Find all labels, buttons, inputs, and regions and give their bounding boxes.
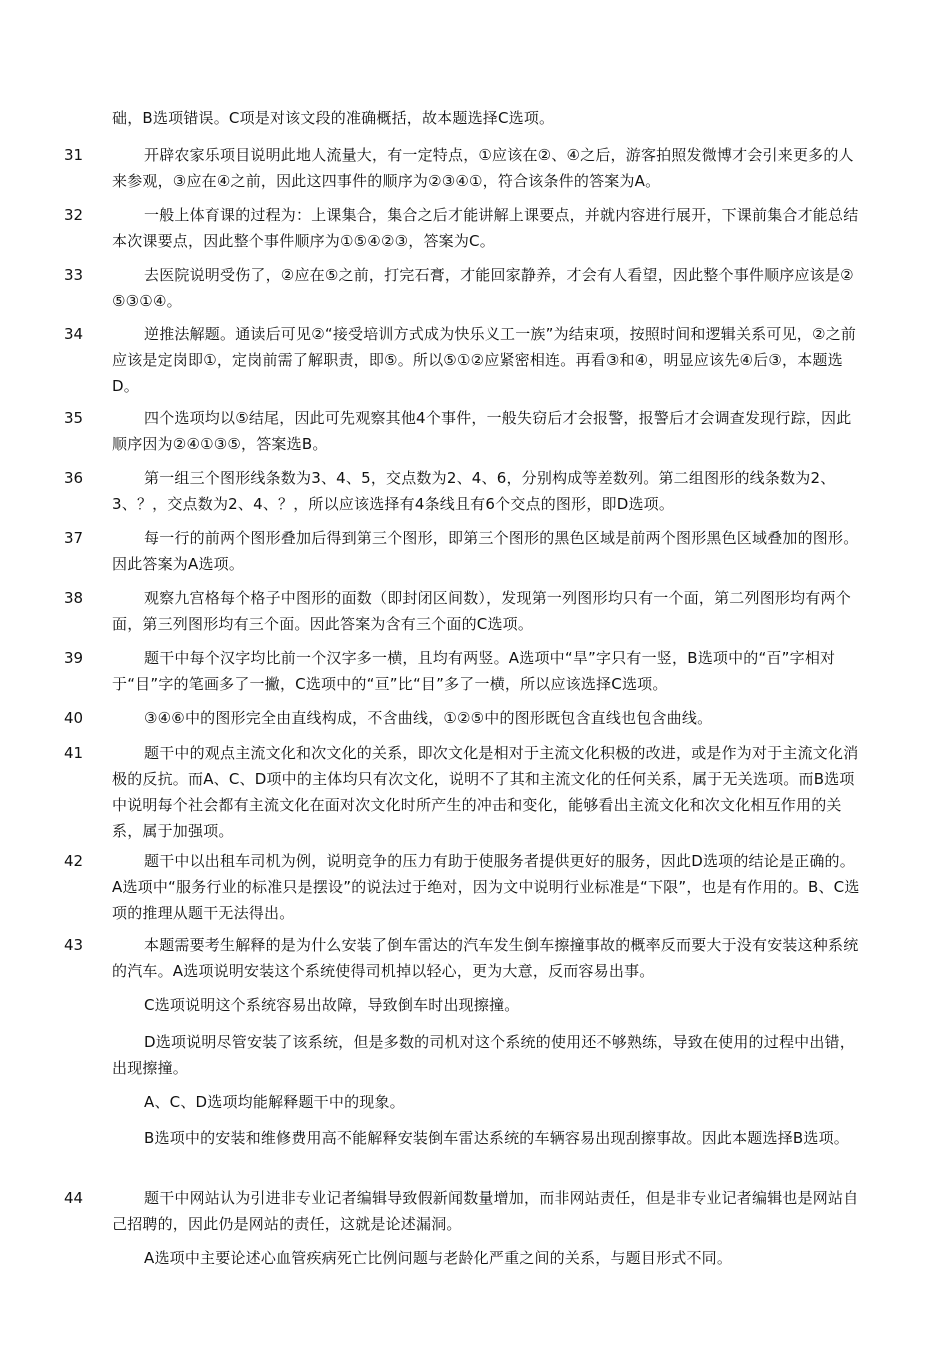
item-number: 31 xyxy=(64,146,84,164)
item-number: 43 xyxy=(64,936,84,954)
item-number: 37 xyxy=(64,529,84,547)
item-number: 35 xyxy=(64,409,84,427)
item-number: 32 xyxy=(64,206,84,224)
item-text: A选项中主要论述心血管疾病死亡比例问题与老龄化严重之间的关系，与题目形式不同。 xyxy=(144,1249,733,1267)
item-number: 44 xyxy=(64,1189,84,1207)
item-text: A、C、D选项均能解释题干中的现象。 xyxy=(144,1093,405,1111)
item-text: 观察九宫格每个格子中图形的面数（即封闭区间数），发现第一列图形均只有一个面，第二列图形均有两个面，第三列图形均有三个面。因此答案为含有三个面的C选项。 xyxy=(112,589,851,633)
paragraph-text: 础，B选项错误。C项是对该文段的准确概括，故本题选择C选项。 xyxy=(112,109,555,127)
item-number: 40 xyxy=(64,709,84,727)
item-number: 38 xyxy=(64,589,84,607)
item-text: 题干中以出租车司机为例，说明竞争的压力有助于使服务者提供更好的服务，因此D选项的结论是正确的。A选项中“服务行业的标准只是摆设”的说法过于绝对，因为文中说明行业标准是“下限”，也是有作用的。B、C选项的推理从题干无法得出。 xyxy=(112,852,860,922)
item-text: D选项说明尽管安装了该系统，但是多数的司机对这个系统的使用还不够熟练，导致在使用的过程中出错，出现擦撞。 xyxy=(112,1033,855,1077)
item-text: C选项说明这个系统容易出故障，导致倒车时出现擦撞。 xyxy=(144,996,520,1014)
item-number: 36 xyxy=(64,469,84,487)
item-number: 33 xyxy=(64,266,84,284)
item-text: 去医院说明受伤了，②应在⑤之前，打完石膏，才能回家静养，才会有人看望，因此整个事件顺序应该是②⑤③①④。 xyxy=(112,266,854,310)
item-text: 题干中每个汉字均比前一个汉字多一横，且均有两竖。A选项中“旱”字只有一竖，B选项中的“百”字相对于“目”字的笔画多了一撇，C选项中的“亘”比“目”多了一横，所以应该选择C选项。 xyxy=(112,649,836,693)
item-text: 每一行的前两个图形叠加后得到第三个图形，即第三个图形的黑色区域是前两个图形黑色区域叠加的图形。因此答案为A选项。 xyxy=(112,529,859,573)
item-number: 39 xyxy=(64,649,84,667)
item-text: 题干中网站认为引进非专业记者编辑导致假新闻数量增加，而非网站责任，但是非专业记者编辑也是网站自己招聘的，因此仍是网站的责任，这就是论述漏洞。 xyxy=(112,1189,859,1233)
item-text: 第一组三个图形线条数为3、4、5，交点数为2、4、6，分别构成等差数列。第二组图形的线条数为2、3、？，交点数为2、4、？，所以应该选择有4条线且有6个交点的图形，即D选项。 xyxy=(112,469,836,513)
item-text: 本题需要考生解释的是为什么安装了倒车雷达的汽车发生倒车擦撞事故的概率反而要大于没有安装这种系统的汽车。A选项说明安装这个系统使得司机掉以轻心，更为大意，反而容易出事。 xyxy=(112,936,859,980)
item-number: 41 xyxy=(64,744,84,762)
item-text: 一般上体育课的过程为：上课集合，集合之后才能讲解上课要点，并就内容进行展开，下课前集合才能总结本次课要点，因此整个事件顺序为①⑤④②③，答案为C。 xyxy=(112,206,859,250)
item-text: B选项中的安装和维修费用高不能解释安装倒车雷达系统的车辆容易出现刮擦事故。因此本题选择B选项。 xyxy=(144,1129,849,1147)
item-text: 开辟农家乐项目说明此地人流量大，有一定特点，①应该在②、④之后，游客拍照发微博才会引来更多的人来参观，③应在④之前，因此这四事件的顺序为②③④①，符合该条件的答案为A。 xyxy=(112,146,854,190)
item-text: 四个选项均以⑤结尾，因此可先观察其他4个事件，一般失窃后才会报警，报警后才会调查发现行踪，因此顺序因为②④①③⑤，答案选B。 xyxy=(112,409,852,453)
item-text: 题干中的观点主流文化和次文化的关系，即次文化是相对于主流文化积极的改进，或是作为对于主流文化消极的反抗。而A、C、D项中的主体均只有次文化，说明不了其和主流文化的任何关系，属于无关选项。而B选项中说明每个社会都有主流文化在面对次文化时所产生的冲击和变化，能够看出主流文化和次文化相互作用的关系，属于加强项。 xyxy=(112,744,859,840)
item-number: 34 xyxy=(64,325,84,343)
item-number: 42 xyxy=(64,852,84,870)
item-text: ③④⑥中的图形完全由直线构成，不含曲线，①②⑤中的图形既包含直线也包含曲线。 xyxy=(144,709,713,727)
item-text: 逆推法解题。通读后可见②“接受培训方式成为快乐义工一族”为结束项，按照时间和逻辑关系可见，②之前应该是定岗即①，定岗前需了解职责，即⑤。所以⑤①②应紧密相连。再看③和④，明显应该先④后③，本题选D。 xyxy=(112,325,857,395)
